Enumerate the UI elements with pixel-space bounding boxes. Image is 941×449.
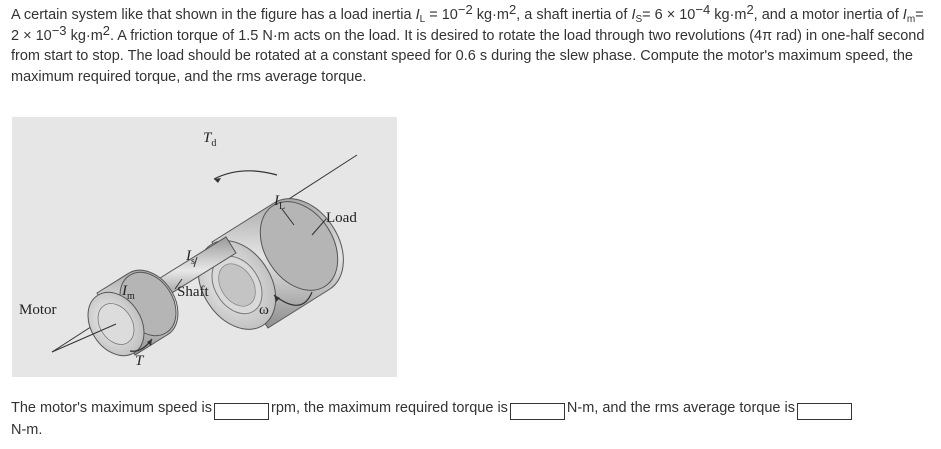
rms-torque-input[interactable]: [797, 403, 852, 420]
disturbance-torque-arrow: [214, 171, 277, 179]
load-inertia-exponent: −2: [457, 2, 473, 17]
shaft-inertia-subscript: S: [635, 14, 643, 25]
disturbance-torque-label: $T_d$: [203, 130, 217, 149]
motor-inertia-unit: kg·m: [66, 27, 103, 44]
motor-torque-label: T: [135, 353, 144, 369]
shaft-inertia-eq: = 6 × 10: [642, 7, 696, 23]
load-inertia-eq: = 10: [425, 7, 458, 23]
motor-inertia-exponent: −3: [51, 22, 67, 38]
motor-shaft-load-diagram: [12, 117, 397, 377]
motor-label: Motor: [19, 302, 57, 318]
answer-text-1: The motor's maximum speed is: [11, 400, 212, 416]
shaft-inertia-unit-sq: 2: [746, 2, 754, 17]
load-inertia-unit-sq: 2: [508, 2, 517, 17]
load-inertia-subscript: L: [419, 14, 426, 25]
shaft-inertia-exponent: −4: [695, 2, 711, 17]
shaft-inertia-label: $I_s$: [186, 248, 195, 267]
load-label: Load: [326, 210, 357, 226]
max-torque-input[interactable]: [510, 403, 565, 420]
load-inertia-unit: kg·m: [472, 7, 509, 23]
motor-inertia-unit-sq: 2: [102, 22, 111, 38]
answer-text-3: N-m, and the rms average torque is: [566, 400, 795, 416]
shaft-inertia-unit: kg·m: [710, 7, 747, 23]
load-inertia-label: $I_L$: [274, 193, 286, 212]
answer-text-2: rpm, the maximum required torque is: [271, 400, 508, 416]
motor-inertia-subscript: m: [906, 14, 916, 25]
shaft-inertia-symbol: I: [631, 7, 636, 23]
omega-label: ω: [259, 302, 269, 318]
problem-text-1: A certain system like that shown in the figure has a load inertia: [11, 7, 416, 23]
shaft-label: Shaft: [177, 284, 209, 300]
problem-text-3: , and a motor inertia of: [753, 7, 903, 23]
load-inertia-symbol: I: [415, 7, 420, 23]
answer-sentence: [11, 398, 931, 441]
motor-inertia-eq: = 2 × 10: [11, 7, 924, 44]
answer-text-4: N-m.: [11, 422, 43, 438]
problem-statement: [11, 2, 931, 87]
motor-inertia-symbol: I: [902, 7, 907, 23]
system-figure: [12, 117, 397, 377]
motor-inertia-label: $I_m$: [122, 283, 135, 302]
problem-text-2: , a shaft inertia of: [516, 7, 632, 23]
max-speed-input[interactable]: [214, 403, 269, 420]
problem-text-4: . A friction torque of 1.5 N·m acts on the load. It is desired to rotate the load through two revolutions (4π rad) in one-half second from start to stop. The load should be rotated at a constant speed for 0.6 s during the slew phase. Compute the motor's maximum speed, the maximum required torque, and the rms average torque.: [11, 27, 925, 85]
